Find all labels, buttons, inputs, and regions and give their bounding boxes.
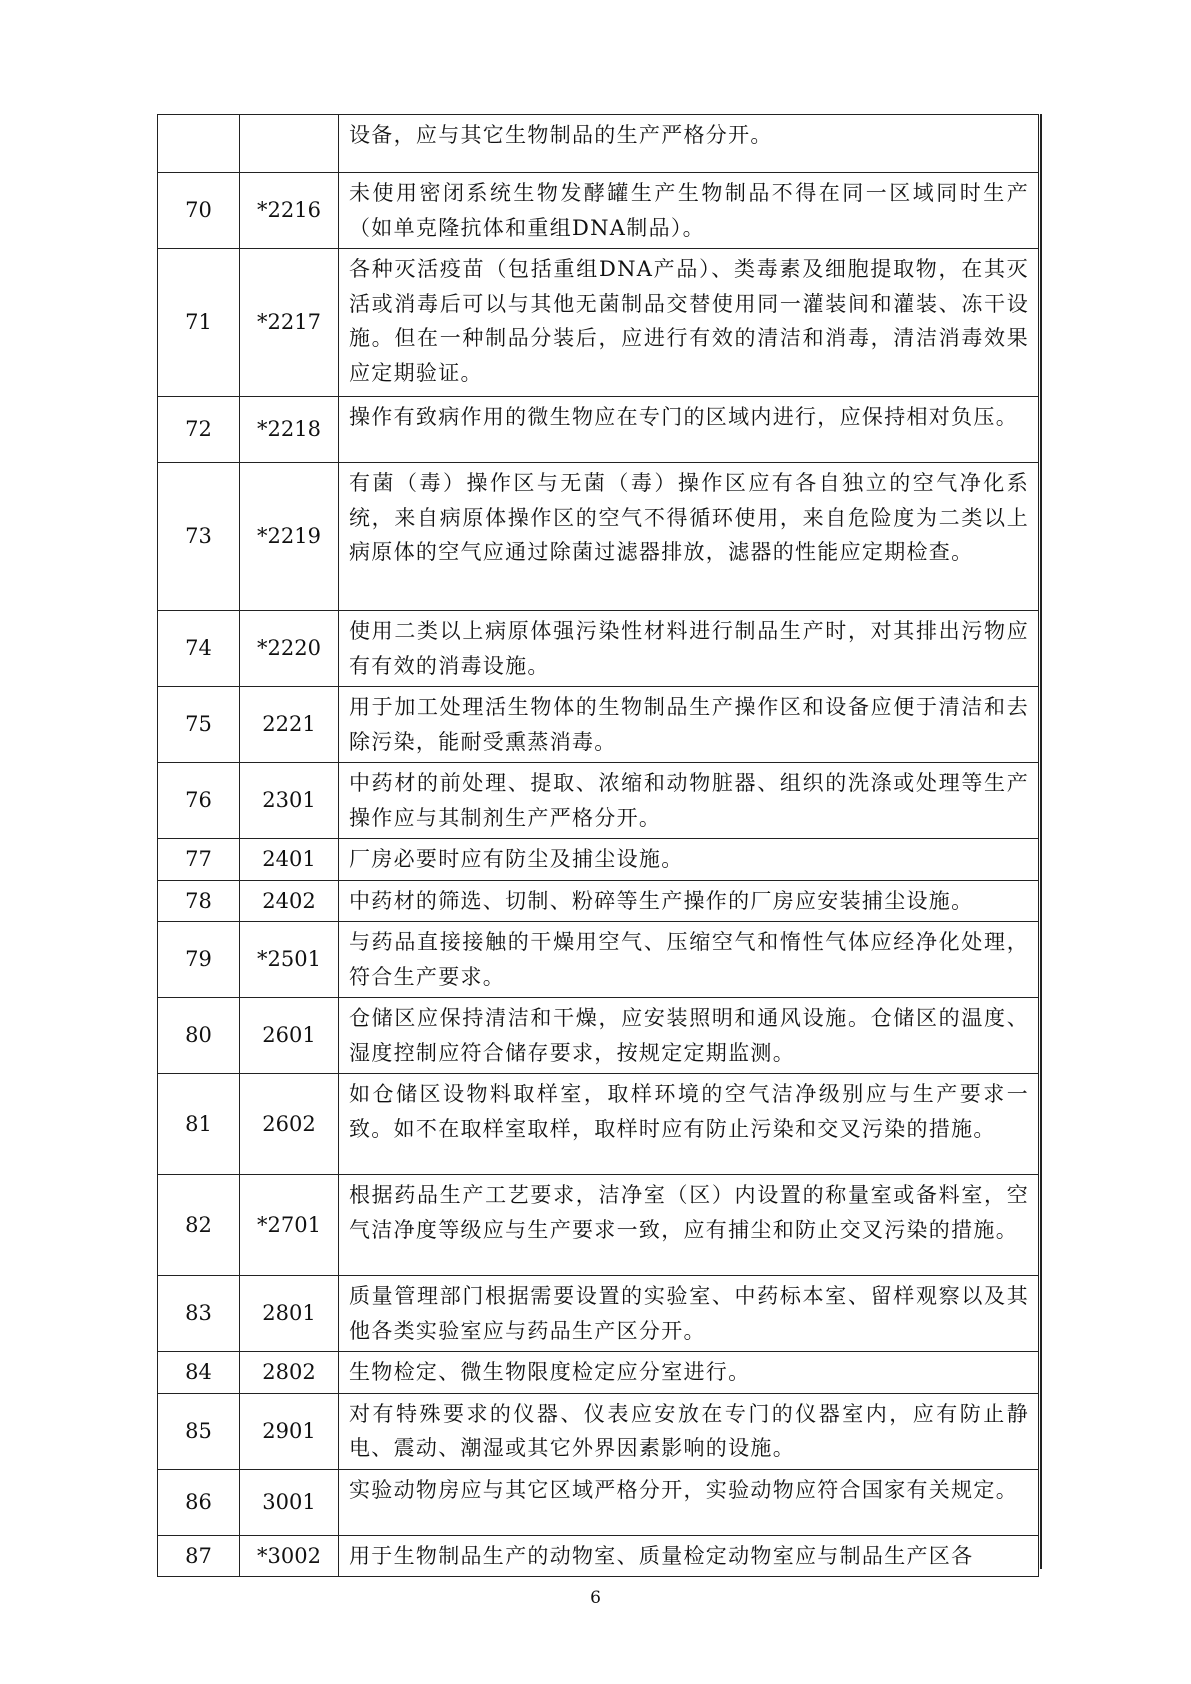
clause-code-cell [240, 115, 339, 173]
row-number-cell: 87 [158, 1535, 240, 1577]
requirement-text: 质量管理部门根据需要设置的实验室、中药标本室、留样观察以及其他各类实验室应与药品生产区分开。 [349, 1284, 1029, 1343]
requirement-text: 中药材的前处理、提取、浓缩和动物脏器、组织的洗涤或处理等生产操作应与其制剂生产严格分开。 [349, 771, 1029, 830]
table-row [158, 1175, 1039, 1276]
requirement-text-cell [339, 611, 1039, 687]
requirement-text: 仓储区应保持清洁和干燥，应安装照明和通风设施。仓储区的温度、湿度控制应符合储存要求，按规定定期监测。 [349, 1006, 1029, 1065]
clause-code-cell: 2602 [240, 1074, 339, 1175]
row-number-cell: 83 [158, 1276, 240, 1352]
requirement-text-cell [339, 463, 1039, 611]
clause-code-cell: *2219 [240, 463, 339, 611]
row-number-cell: 72 [158, 397, 240, 463]
clause-code-cell: 2221 [240, 687, 339, 763]
table-row [158, 839, 1039, 881]
table-row [158, 1074, 1039, 1175]
row-number-cell: 78 [158, 880, 240, 922]
requirement-text: 使用二类以上病原体强污染性材料进行制品生产时，对其排出污物应有有效的消毒设施。 [349, 619, 1029, 678]
requirement-text-cell [339, 115, 1039, 173]
row-number-cell: 70 [158, 173, 240, 249]
clause-code-cell: 2301 [240, 763, 339, 839]
requirement-text: 用于加工处理活生物体的生物制品生产操作区和设备应便于清洁和去除污染，能耐受熏蒸消毒。 [349, 695, 1029, 754]
table-row [158, 1535, 1039, 1577]
requirement-text-cell [339, 1469, 1039, 1535]
row-number-cell: 73 [158, 463, 240, 611]
requirement-text: 各种灭活疫苗（包括重组DNA产品）、类毒素及细胞提取物，在其灭活或消毒后可以与其他无菌制品交替使用同一灌装间和灌装、冻干设施。但在一种制品分装后，应进行有效的清洁和消毒，清洁消毒效果应定期验证。 [349, 257, 1029, 385]
requirement-text: 根据药品生产工艺要求，洁净室（区）内设置的称量室或备料室，空气洁净度等级应与生产要求一致，应有捕尘和防止交叉污染的措施。 [349, 1183, 1029, 1242]
table-body [158, 115, 1039, 1577]
clause-code-cell: *2216 [240, 173, 339, 249]
row-number-cell: 84 [158, 1352, 240, 1394]
clause-code-cell: *2220 [240, 611, 339, 687]
requirement-text: 用于生物制品生产的动物室、质量检定动物室应与制品生产区各 [349, 1543, 974, 1568]
requirement-text-cell [339, 839, 1039, 881]
page-number: 6 [590, 1588, 601, 1608]
clause-code-cell: *2217 [240, 249, 339, 397]
requirement-text-cell [339, 687, 1039, 763]
requirement-text: 设备，应与其它生物制品的生产严格分开。 [349, 123, 773, 147]
clause-code-cell: *2218 [240, 397, 339, 463]
row-number-cell: 75 [158, 687, 240, 763]
table-row [158, 463, 1039, 611]
table-row [158, 1276, 1039, 1352]
requirement-text-cell [339, 998, 1039, 1074]
requirement-text: 中药材的筛选、切制、粉碎等生产操作的厂房应安装捕尘设施。 [349, 888, 974, 913]
requirement-text-cell [339, 249, 1039, 397]
requirement-text: 操作有致病作用的微生物应在专门的区域内进行，应保持相对负压。 [349, 405, 1018, 429]
requirement-text-cell [339, 397, 1039, 463]
requirement-text-cell [339, 1276, 1039, 1352]
requirement-text-cell [339, 1535, 1039, 1577]
requirement-text-cell [339, 1352, 1039, 1394]
table-row [158, 880, 1039, 922]
clause-code-cell: 2601 [240, 998, 339, 1074]
row-number-cell: 81 [158, 1074, 240, 1175]
table-row [158, 249, 1039, 397]
clause-code-cell: 2901 [240, 1393, 339, 1469]
clause-code-cell: 2401 [240, 839, 339, 881]
clause-code-cell: 3001 [240, 1469, 339, 1535]
requirement-text-cell [339, 173, 1039, 249]
requirements-table [157, 114, 1039, 1577]
requirement-text-cell [339, 1175, 1039, 1276]
table-row [158, 1352, 1039, 1394]
clause-code-cell: *2501 [240, 922, 339, 998]
row-number-cell: 77 [158, 839, 240, 881]
row-number-cell: 74 [158, 611, 240, 687]
requirement-text: 厂房必要时应有防尘及捕尘设施。 [349, 847, 684, 871]
requirement-text: 对有特殊要求的仪器、仪表应安放在专门的仪器室内，应有防止静电、震动、潮湿或其它外界因素影响的设施。 [349, 1401, 1029, 1460]
requirement-text-cell [339, 1393, 1039, 1469]
requirement-text: 有菌（毒）操作区与无菌（毒）操作区应有各自独立的空气净化系统，来自病原体操作区的空气不得循环使用，来自危险度为二类以上病原体的空气应通过除菌过滤器排放，滤器的性能应定期检查。 [349, 471, 1029, 564]
table-row [158, 173, 1039, 249]
requirement-text-cell [339, 1074, 1039, 1175]
clause-code-cell: 2402 [240, 880, 339, 922]
requirement-text: 与药品直接接触的干燥用空气、压缩空气和惰性气体应经净化处理，符合生产要求。 [349, 930, 1029, 989]
table-row [158, 397, 1039, 463]
requirement-text-cell [339, 880, 1039, 922]
table-row [158, 611, 1039, 687]
requirement-text-cell [339, 922, 1039, 998]
row-number-cell: 85 [158, 1393, 240, 1469]
clause-code-cell: 2801 [240, 1276, 339, 1352]
row-number-cell [158, 115, 240, 173]
requirement-text: 生物检定、微生物限度检定应分室进行。 [349, 1360, 751, 1384]
row-number-cell: 79 [158, 922, 240, 998]
table-row [158, 922, 1039, 998]
clause-code-cell: *2701 [240, 1175, 339, 1276]
row-number-cell: 82 [158, 1175, 240, 1276]
table-row [158, 1469, 1039, 1535]
requirement-text-cell [339, 763, 1039, 839]
table-row [158, 1393, 1039, 1469]
table-row [158, 998, 1039, 1074]
row-number-cell: 86 [158, 1469, 240, 1535]
table-row [158, 115, 1039, 173]
row-number-cell: 80 [158, 998, 240, 1074]
requirement-text: 如仓储区设物料取样室，取样环境的空气洁净级别应与生产要求一致。如不在取样室取样，取样时应有防止污染和交叉污染的措施。 [349, 1082, 1029, 1141]
clause-code-cell: 2802 [240, 1352, 339, 1394]
table-row [158, 687, 1039, 763]
table-row [158, 763, 1039, 839]
requirement-text: 未使用密闭系统生物发酵罐生产生物制品不得在同一区域同时生产（如单克隆抗体和重组DNA制品）。 [349, 181, 1029, 240]
row-number-cell: 76 [158, 763, 240, 839]
clause-code-cell: *3002 [240, 1535, 339, 1577]
requirement-text: 实验动物房应与其它区域严格分开，实验动物应符合国家有关规定。 [349, 1477, 1018, 1502]
table-right-border [1040, 114, 1042, 1569]
row-number-cell: 71 [158, 249, 240, 397]
